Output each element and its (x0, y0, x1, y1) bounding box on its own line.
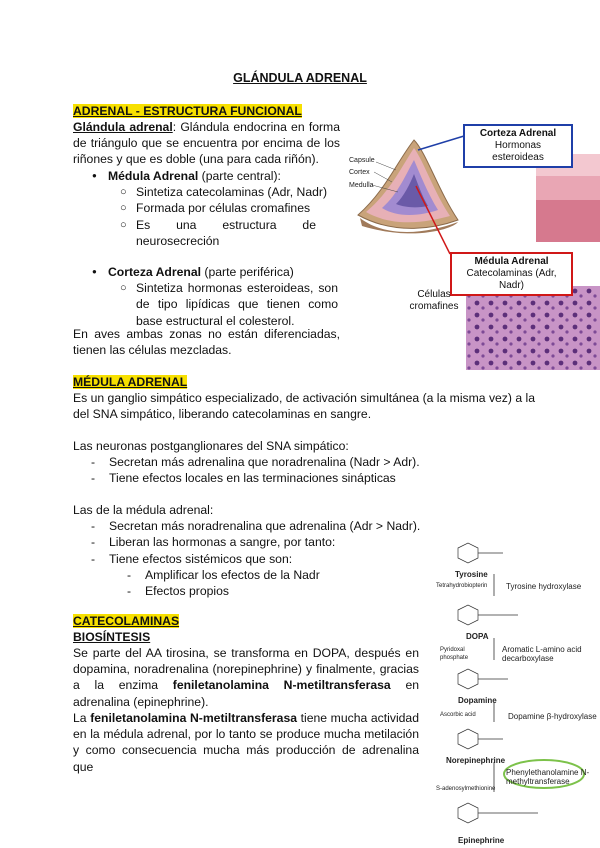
corteza-item: ○ Sintetiza hormonas esteroideas, son de tipo lipídicas que tienen como base estructural el colesterol. (120, 280, 338, 329)
medula-block: ● Médula Adrenal (parte central): ○ Sintetiza catecolaminas (Adr, Nadr) ○ Formada por células cromafines ○ Es una estructura de neurosecreción (92, 168, 342, 249)
corteza-block: ● Corteza Adrenal (parte periférica) ○ Sintetiza hormonas esteroideas, son de tipo lipídicas que tienen como base estructural el colesterol. (92, 264, 342, 329)
compound-label: Tyrosine (455, 570, 488, 579)
list-subitem: - Efectos propios (127, 583, 433, 599)
compound-label: Epinephrine (458, 836, 505, 845)
section-heading-estructura: ADRENAL - ESTRUCTURA FUNCIONAL (73, 104, 302, 118)
enzyme-label: Tyrosine hydroxylase (506, 582, 582, 591)
medula-paragraph-3: Las de la médula adrenal: - Secretan más noradrenalina que adrenalina (Adr > Nadr). - Liberan las hormonas a sangre, por tanto: - Tiene efectos sistémicos que son: - Amplificar los efectos de la Nadr - Efectos propios (73, 502, 433, 599)
list-item: - Tiene efectos locales en las terminaciones sinápticas (91, 470, 543, 486)
enzyme-label: Phenylethanolamine N-methyltransferase (506, 768, 590, 786)
biosintesis-paragraph-1: Se parte del AA tirosina, se transforma en DOPA, después en dopamina, noradrenalina (norepinephrine) y finalmente, gracias a la enzima feniletanolamina N-metiltransferasa en adrenalina (epinephrine). (73, 646, 419, 709)
medula-paragraph-2: Las neuronas postganglionares del SNA simpático: - Secretan más adrenalina que noradrenalina (Nadr > Adr). - Tiene efectos locales en las terminaciones sinápticas (73, 438, 543, 487)
compound-label: Dopamine (458, 696, 497, 705)
section-heading-medula: MÉDULA ADRENAL (73, 375, 188, 389)
label-medulla: Medulla (349, 182, 374, 189)
compound-label: DOPA (466, 632, 489, 641)
compound-label: Norepinephrine (446, 756, 506, 765)
list-item: - Liberan las hormonas a sangre, por tanto: (91, 534, 433, 550)
cofactor-label: Tetrahydrobiopterin (436, 583, 488, 589)
corteza-label-box: Corteza Adrenal Hormonas esteroideas (463, 124, 573, 168)
label-capsule: Capsule (349, 157, 375, 164)
aves-paragraph: En aves ambas zonas no están diferenciadas, tienen las células mezcladas. (73, 327, 340, 358)
list-subitem: - Amplificar los efectos de la Nadr (127, 567, 433, 583)
corteza-connector (418, 136, 464, 150)
list-item: - Secretan más noradrenalina que adrenalina (Adr > Nadr). (91, 518, 433, 534)
medula-item: ○ Es una estructura de neurosecreción (120, 217, 316, 249)
medula-paragraph-1: Es un ganglio simpático especializado, de activación simultánea (a la misma vez) a la del SNA simpático, liberando catecolaminas en sangre. (73, 391, 536, 422)
medula-label-box: Médula Adrenal Catecolaminas (Adr, Nadr) (450, 252, 573, 296)
label-cortex: Cortex (349, 169, 370, 176)
enzyme-label: Dopamine β-hydroxylase (508, 712, 597, 721)
cofactor-label: Ascorbic acid (440, 712, 476, 718)
cofactor-label: S-adenosylmethionine (436, 786, 496, 792)
medula-item: ○ Sintetiza catecolaminas (Adr, Nadr) (120, 184, 342, 200)
cofactor-label: Pyridoxal phosphate (440, 647, 469, 661)
biosintesis-paragraph-2: La feniletanolamina N-metiltransferasa tiene mucha actividad en la médula adrenal, por lo tanto se produce mucha metilación y como consecuencia mucha más producción de adrenalina que (73, 711, 419, 774)
enzyme-label: Aromatic L-amino acid decarboxylase (502, 645, 582, 663)
page-title: GLÁNDULA ADRENAL (233, 71, 367, 85)
section-heading-catecolaminas: CATECOLAMINAS (73, 614, 180, 628)
intro-paragraph: Glándula adrenal: Glándula endocrina en forma de triángulo que se encuentra por encima de los riñones y que es doble (una para cada riñón). (73, 120, 340, 167)
list-item: - Secretan más adrenalina que noradrenalina (Nadr > Adr). (91, 454, 543, 470)
medula-item: ○ Formada por células cromafines (120, 200, 342, 216)
list-item: - Tiene efectos sistémicos que son: (91, 551, 433, 567)
cells-label: Células cromafines (409, 289, 459, 312)
subheading-biosintesis: BIOSÍNTESIS (73, 630, 151, 644)
